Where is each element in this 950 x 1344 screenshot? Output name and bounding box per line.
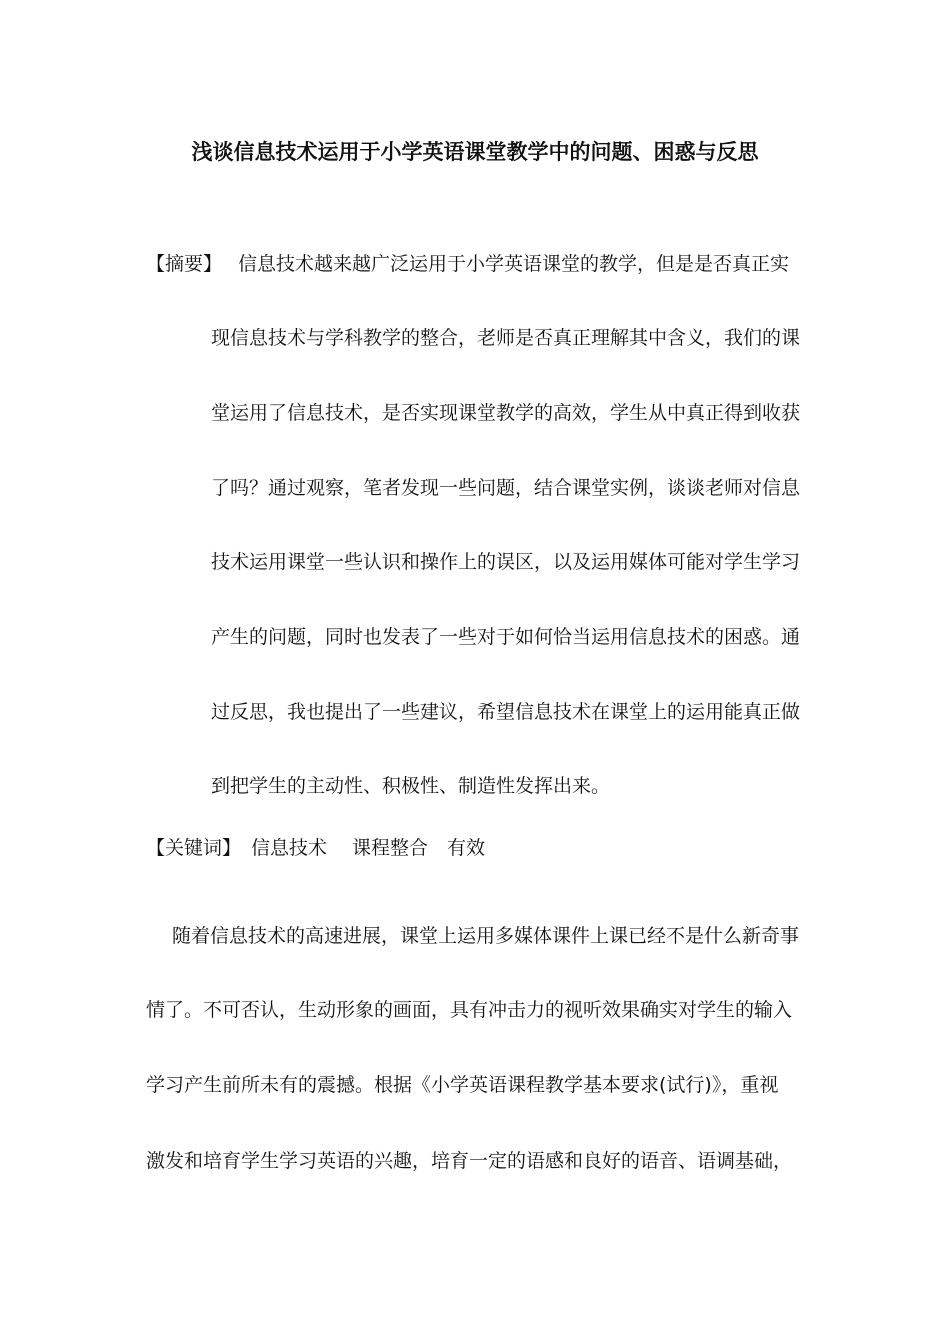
abstract-line: 现信息技术与学科教学的整合，老师是否真正理解其中含义，我们的课 (211, 327, 801, 349)
abstract-line: 技术运用课堂一些认识和操作上的误区，以及运用媒体可能对学生学习 (211, 551, 801, 573)
body-line: 随着信息技术的高速进展，课堂上运用多媒体课件上课已经不是什么新奇事 (172, 925, 800, 947)
abstract-label: 【摘要】 (146, 253, 223, 275)
document-title: 浅谈信息技术运用于小学英语课堂教学中的问题、困惑与反思 (191, 140, 759, 164)
abstract-line: 了吗？通过观察，笔者发现一些问题，结合课堂实例，谈谈老师对信息 (211, 477, 801, 499)
abstract-line: 堂运用了信息技术，是否实现课堂教学的高效，学生从中真正得到收获 (211, 402, 801, 424)
abstract-line: 信息技术越来越广泛运用于小学英语课堂的教学，但是是否真正实 (238, 253, 790, 275)
body-line: 学习产生前所未有的震撼。根据《小学英语课程教学基本要求(试行)》，重视 (146, 1074, 779, 1096)
abstract-line: 产生的问题，同时也发表了一些对于如何恰当运用信息技术的困惑。通 (211, 626, 801, 648)
keywords-label: 【关键词】 (146, 837, 242, 859)
abstract-line: 到把学生的主动性、积极性、制造性发挥出来。 (211, 775, 611, 797)
body-line: 情了。不可否认，生动形象的画面，具有冲击力的视听效果确实对学生的输入 (146, 999, 793, 1021)
keywords-text: 信息技术 课程整合 有效 (251, 837, 486, 859)
body-line: 激发和培育学生学习英语的兴趣，培育一定的语感和良好的语音、语调基础， (146, 1150, 793, 1172)
abstract-line: 过反思，我也提出了一些建议，希望信息技术在课堂上的运用能真正做 (211, 701, 801, 723)
